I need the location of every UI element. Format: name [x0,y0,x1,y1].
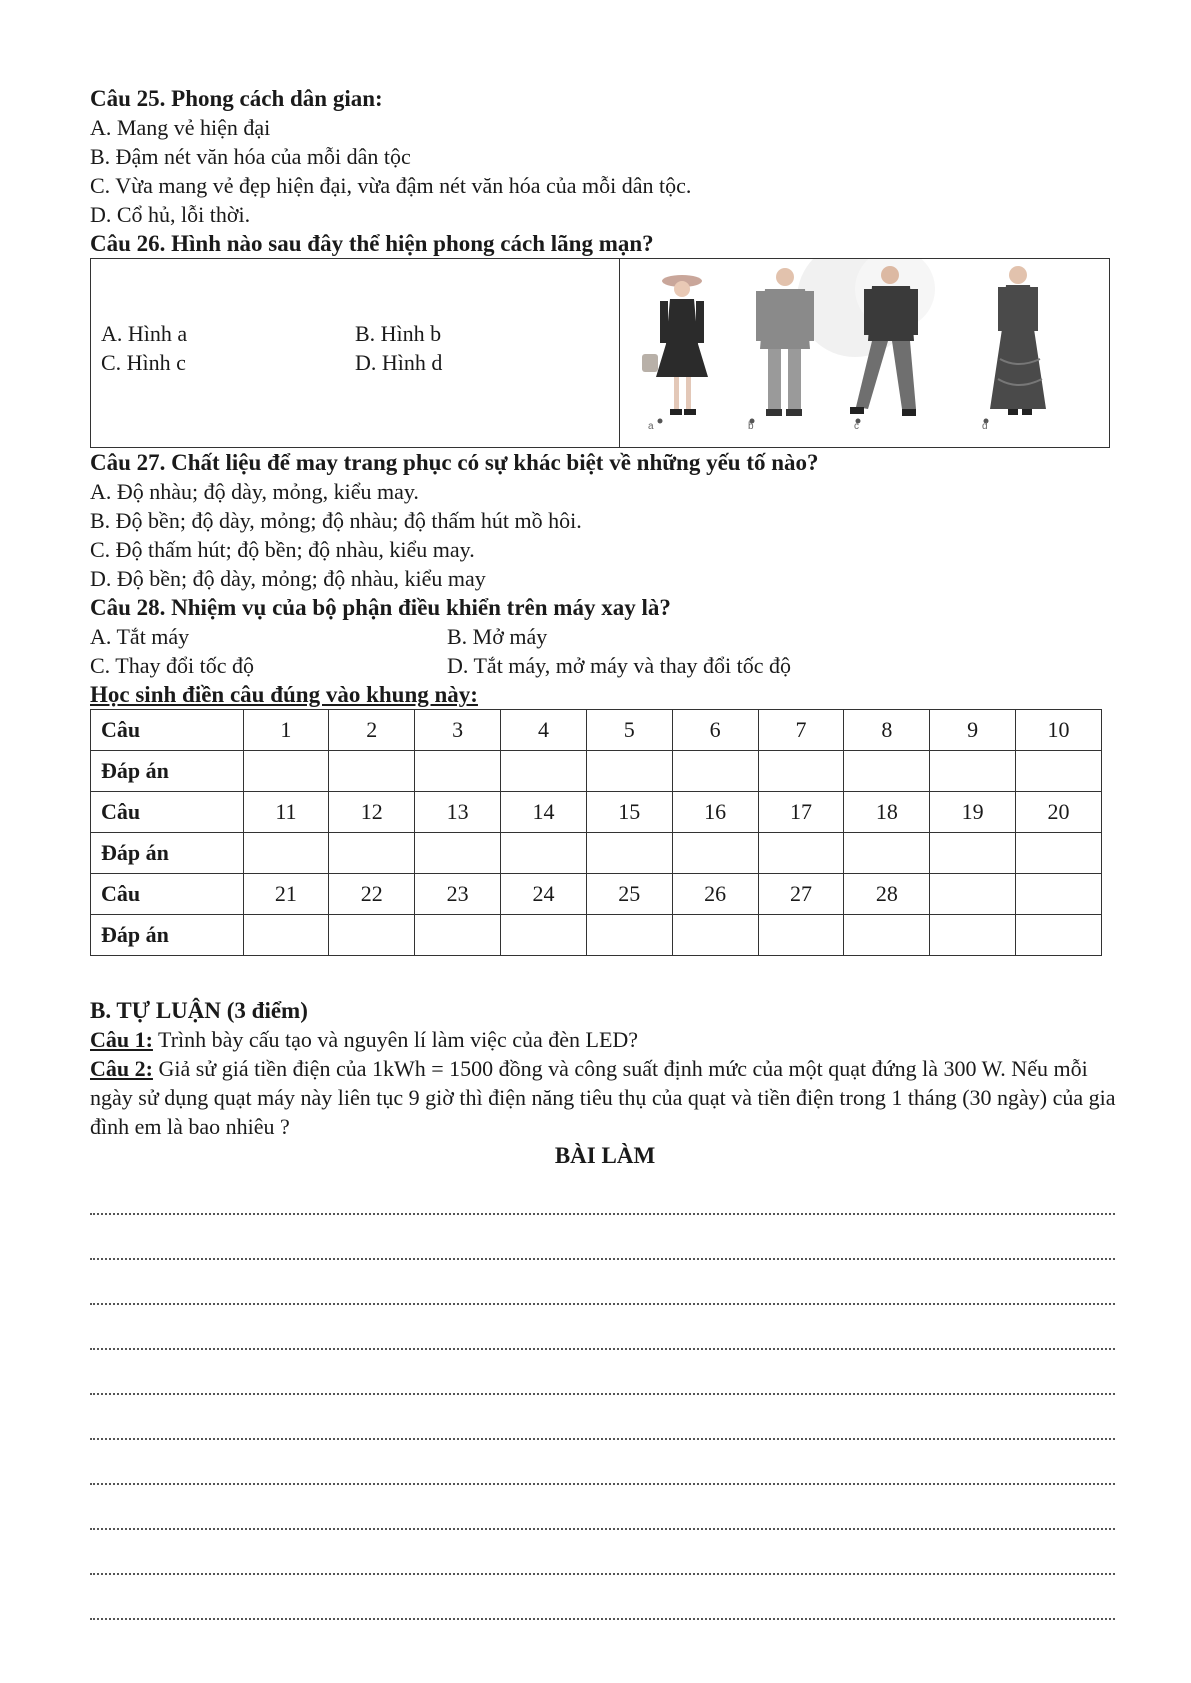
answer-cell[interactable] [930,915,1016,956]
question-number-cell: 19 [930,792,1016,833]
question-number-cell: 22 [329,874,415,915]
answer-line[interactable] [90,1215,1115,1260]
question-number-cell: 9 [930,710,1016,751]
question-25-option-d: D. Cổ hủ, lỗi thời. [90,202,251,227]
answer-lines[interactable] [90,1170,1120,1620]
answer-cell[interactable] [1016,915,1102,956]
question-28-option-b: B. Mở máy [447,624,548,649]
question-number-cell: 15 [586,792,672,833]
question-number-cell: 6 [672,710,758,751]
question-label-cell: Câu [91,792,244,833]
answer-cell[interactable] [1016,751,1102,792]
question-28-option-c: C. Thay đổi tốc độ [90,653,254,678]
table-row [91,710,1102,751]
answer-line[interactable] [90,1395,1115,1440]
answer-cell[interactable] [243,751,329,792]
answer-cell[interactable] [672,751,758,792]
question-number-cell: 26 [672,874,758,915]
answer-cell[interactable] [501,751,587,792]
question-25-option-b: B. Đậm nét văn hóa của mỗi dân tộc [90,144,411,169]
answer-cell[interactable] [415,751,501,792]
answer-label-cell: Đáp án [91,833,244,874]
figure-d [984,266,1047,424]
answer-line[interactable] [90,1530,1115,1575]
question-26-option-d: D. Hình d [355,350,443,375]
question-number-cell [930,874,1016,915]
question-28-option-d: D. Tắt máy, mở máy và thay đổi tốc độ [447,653,792,678]
question-number-cell: 4 [501,710,587,751]
question-number-cell: 16 [672,792,758,833]
figure-b-label: b [748,421,754,432]
answer-line[interactable] [90,1170,1115,1215]
question-number-cell: 17 [758,792,844,833]
question-25-title: Câu 25. Phong cách dân gian: [90,86,383,111]
table-row [91,751,1102,792]
question-28-option-a: A. Tắt máy [90,624,190,649]
question-number-cell: 7 [758,710,844,751]
figure-a-label: a [648,421,654,432]
question-label-cell: Câu [91,874,244,915]
answer-cell[interactable] [758,833,844,874]
table-row [91,915,1102,956]
answer-cell[interactable] [329,833,415,874]
answer-cell[interactable] [243,833,329,874]
answer-table-instruction: Học sinh điền câu đúng vào khung này: [90,682,478,707]
answer-cell[interactable] [758,915,844,956]
essay-question-1 [90,1025,1120,1054]
question-number-cell [1016,874,1102,915]
question-27-option-c: C. Độ thấm hút; độ bền; độ nhàu, kiểu may. [90,537,475,562]
figure-a [642,275,708,424]
answer-line[interactable] [90,1260,1115,1305]
answer-cell[interactable] [329,751,415,792]
answer-line[interactable] [90,1485,1115,1530]
answer-line[interactable] [90,1440,1115,1485]
essay-question-2 [90,1054,1120,1141]
figure-c-label: c [854,421,859,432]
answer-cell[interactable] [930,833,1016,874]
answer-cell[interactable] [672,833,758,874]
answer-cell[interactable] [758,751,844,792]
answer-cell[interactable] [1016,833,1102,874]
essay-question-1-text: Trình bày cấu tạo và nguyên lí làm việc của đèn LED? [152,1027,639,1052]
answer-cell[interactable] [501,915,587,956]
question-number-cell: 13 [415,792,501,833]
essay-question-2-text: Giả sử giá tiền điện của 1kWh = 1500 đồng và công suất định mức của một quạt đứng là 300 W. Nếu mỗi ngày sử dụng quạt máy này liên tục 9 giờ thì điện năng tiêu thụ của quạt và tiền điện trong 1 tháng (30 ngày) của gia đình em là bao nhiêu ? [90,1056,1116,1139]
question-25-option-c: C. Vừa mang vẻ đẹp hiện đại, vừa đậm nét văn hóa của mỗi dân tộc. [90,173,692,198]
table-row [91,874,1102,915]
question-number-cell: 18 [844,792,930,833]
essay-question-2-label: Câu 2: [90,1056,153,1081]
answer-line[interactable] [90,1575,1115,1620]
question-number-cell: 28 [844,874,930,915]
answer-line[interactable] [90,1305,1115,1350]
question-25-option-a: A. Mang vẻ hiện đại [90,115,271,140]
figure-b [750,268,815,424]
question-number-cell: 5 [586,710,672,751]
question-number-cell: 1 [243,710,329,751]
question-number-cell: 27 [758,874,844,915]
answer-cell[interactable] [586,915,672,956]
figure-d-label: d [982,421,988,432]
question-number-cell: 10 [1016,710,1102,751]
question-26-box [90,258,1110,448]
answer-cell[interactable] [844,915,930,956]
question-number-cell: 24 [501,874,587,915]
answer-cell[interactable] [415,833,501,874]
question-27-option-d: D. Độ bền; độ dày, mỏng; độ nhàu, kiểu may [90,566,486,591]
question-label-cell: Câu [91,710,244,751]
question-28-options [90,622,1120,680]
question-26-option-c: C. Hình c [101,350,186,375]
answer-table [90,709,1102,956]
answer-cell[interactable] [415,915,501,956]
exam-page [90,84,1120,1620]
table-row [91,833,1102,874]
answer-cell[interactable] [586,833,672,874]
table-row [91,792,1102,833]
fashion-figures-image [620,259,1109,447]
question-26-options [91,259,620,447]
answer-cell[interactable] [672,915,758,956]
question-number-cell: 12 [329,792,415,833]
question-27-option-b: B. Độ bền; độ dày, mỏng; độ nhàu; độ thấm hút mồ hôi. [90,508,582,533]
answer-cell[interactable] [930,751,1016,792]
answer-label-cell: Đáp án [91,915,244,956]
question-number-cell: 23 [415,874,501,915]
question-number-cell: 3 [415,710,501,751]
question-number-cell: 14 [501,792,587,833]
answer-cell[interactable] [844,751,930,792]
question-number-cell: 2 [329,710,415,751]
answer-label-cell: Đáp án [91,751,244,792]
question-26-option-b: B. Hình b [355,321,442,346]
question-number-cell: 20 [1016,792,1102,833]
answer-cell[interactable] [243,915,329,956]
question-number-cell: 21 [243,874,329,915]
work-area-title: BÀI LÀM [554,1143,656,1168]
question-27-option-a: A. Độ nhàu; độ dày, mỏng, kiểu may. [90,479,419,504]
question-number-cell: 8 [844,710,930,751]
question-27-title: Câu 27. Chất liệu để may trang phục có sự khác biệt về những yếu tố nào? [90,450,819,475]
question-number-cell: 25 [586,874,672,915]
question-26-option-a: A. Hình a [101,321,188,346]
essay-section-title: B. TỰ LUẬN (3 điểm) [90,998,308,1023]
answer-cell[interactable] [329,915,415,956]
answer-cell[interactable] [501,833,587,874]
essay-question-1-label: Câu 1: [90,1027,153,1052]
answer-cell[interactable] [844,833,930,874]
question-28-title: Câu 28. Nhiệm vụ của bộ phận điều khiển trên máy xay là? [90,595,671,620]
question-26-title: Câu 26. Hình nào sau đây thể hiện phong cách lãng mạn? [90,231,654,256]
answer-line[interactable] [90,1350,1115,1395]
question-number-cell: 11 [243,792,329,833]
answer-cell[interactable] [586,751,672,792]
